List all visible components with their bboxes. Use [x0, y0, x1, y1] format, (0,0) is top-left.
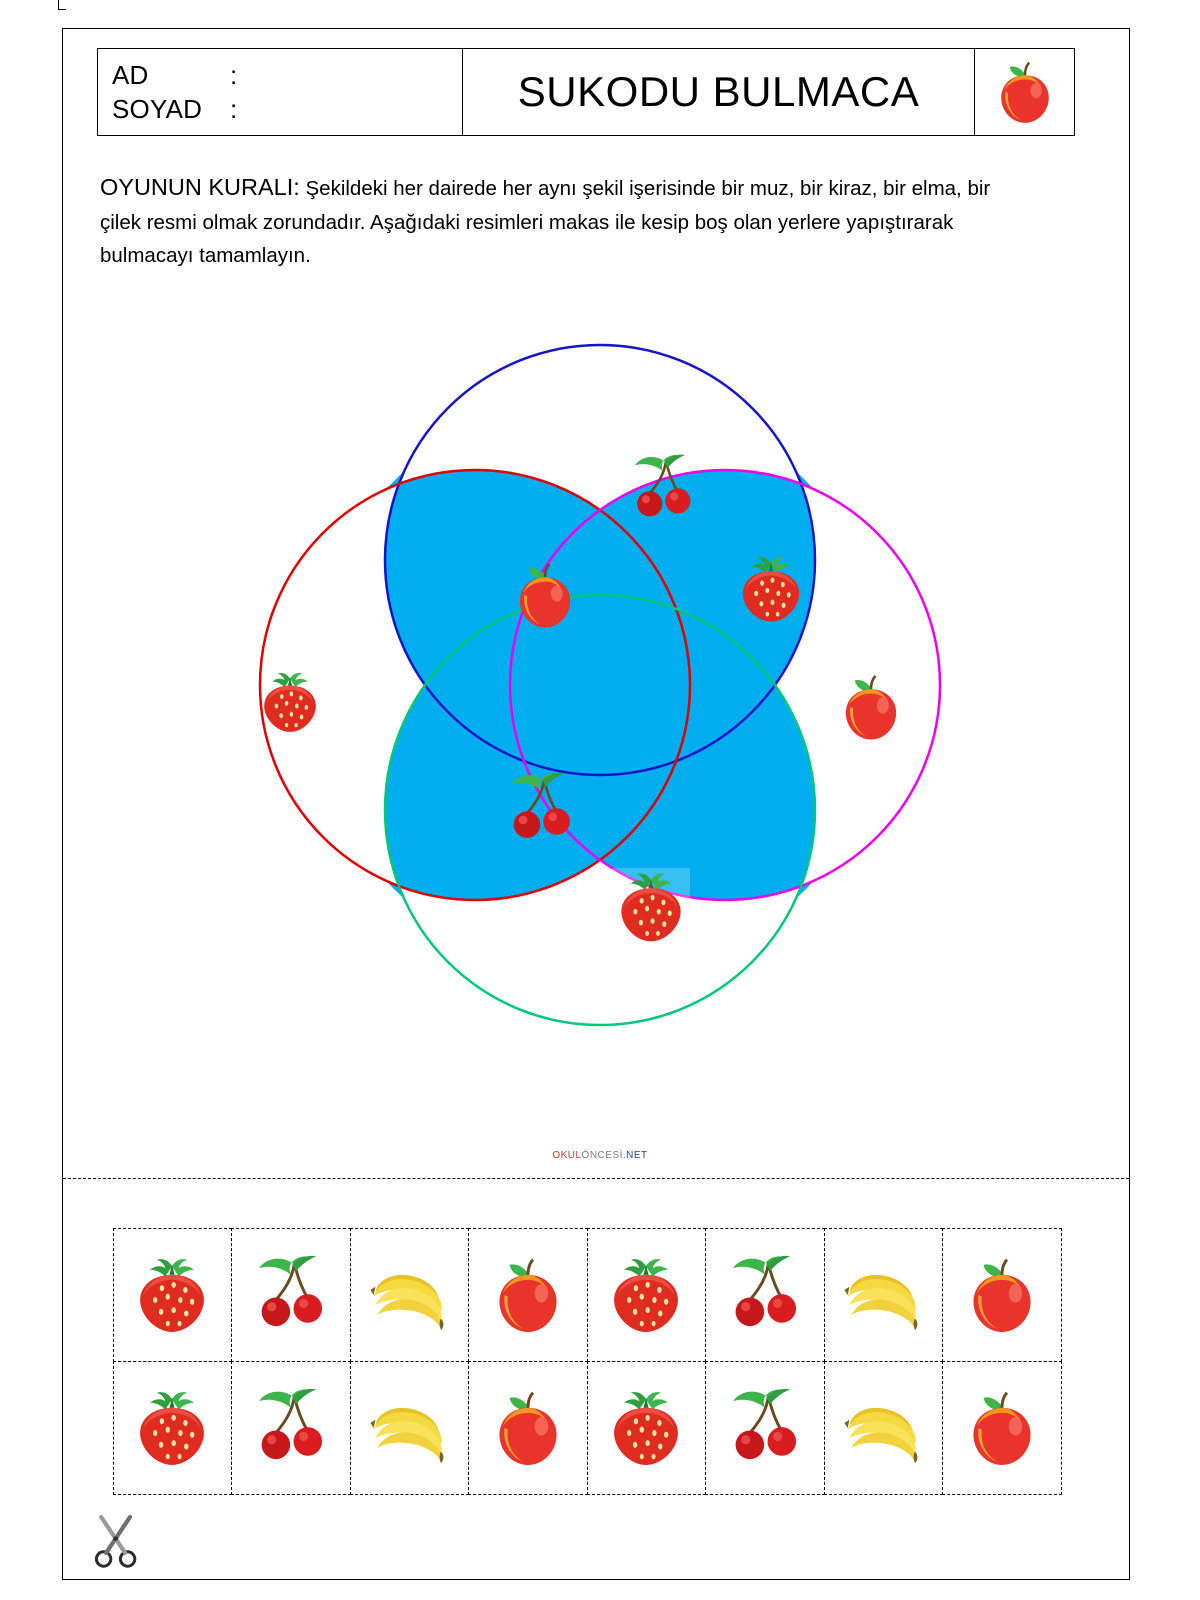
cherry-icon [723, 1253, 807, 1337]
cards-row-1 [113, 1228, 1061, 1361]
surname-row [112, 92, 462, 126]
surname-label: SOYAD [112, 94, 203, 125]
watermark-part3: .NET [622, 1150, 648, 1161]
apple-icon [990, 57, 1060, 127]
cutout-cards [113, 1228, 1061, 1494]
strawberry-icon [130, 1253, 214, 1337]
scissors-icon [88, 1508, 148, 1574]
banana-icon [841, 1386, 925, 1470]
apple-icon [960, 1253, 1044, 1337]
card-apple-3[interactable] [468, 1361, 588, 1495]
card-banana-4[interactable] [824, 1361, 944, 1495]
cut-line [63, 1178, 1129, 1179]
card-apple-4[interactable] [942, 1361, 1062, 1495]
name-row [112, 58, 462, 92]
rule-text: Şekildeki her dairede her aynı şekil işerisinde bir muz, bir kiraz, bir elma, bir çilek resmi olmak zorundadır. Aşağıdaki resimleri makas ile kesip boş olan yerlere yapıştırarak bulmacayı tamamlayın. [100, 177, 991, 268]
apple-icon [486, 1386, 570, 1470]
cards-row-2 [113, 1361, 1061, 1494]
venn-diagram [100, 270, 1100, 1170]
surname-colon: : [230, 94, 238, 125]
cherry-icon [723, 1386, 807, 1470]
student-name-box[interactable] [97, 48, 463, 136]
strawberry-icon [604, 1253, 688, 1337]
site-watermark [0, 1150, 1200, 1161]
header-logo [975, 48, 1075, 136]
card-banana-2[interactable] [824, 1228, 944, 1362]
banana-icon [367, 1386, 451, 1470]
watermark-part1: OKUL [552, 1150, 582, 1161]
card-strawberry-4[interactable] [587, 1361, 707, 1495]
cherry-icon [249, 1253, 333, 1337]
card-cherry-2[interactable] [705, 1228, 825, 1362]
apple-icon [486, 1253, 570, 1337]
venn-svg [100, 270, 1100, 1170]
rule-label: OYUNUN KURALI: [100, 174, 300, 200]
cherry-icon [249, 1386, 333, 1470]
card-strawberry-3[interactable] [113, 1361, 233, 1495]
banana-icon [367, 1253, 451, 1337]
name-colon: : [230, 60, 238, 90]
name-label: AD [112, 60, 149, 90]
apple-icon [960, 1386, 1044, 1470]
card-apple-1[interactable] [468, 1228, 588, 1362]
watermark-part2: ÖNCESİ [581, 1150, 623, 1161]
card-strawberry-2[interactable] [587, 1228, 707, 1362]
card-banana-1[interactable] [350, 1228, 470, 1362]
strawberry-icon [604, 1386, 688, 1470]
card-banana-3[interactable] [350, 1361, 470, 1495]
card-strawberry-1[interactable] [113, 1228, 233, 1362]
header [97, 48, 1075, 136]
card-cherry-1[interactable] [231, 1228, 351, 1362]
banana-icon [841, 1253, 925, 1337]
strawberry-icon [130, 1386, 214, 1470]
card-cherry-4[interactable] [705, 1361, 825, 1495]
crop-mark [58, 0, 66, 10]
page-title: SUKODU BULMACA [463, 48, 975, 136]
card-apple-2[interactable] [942, 1228, 1062, 1362]
instructions [100, 168, 1000, 272]
card-cherry-3[interactable] [231, 1361, 351, 1495]
